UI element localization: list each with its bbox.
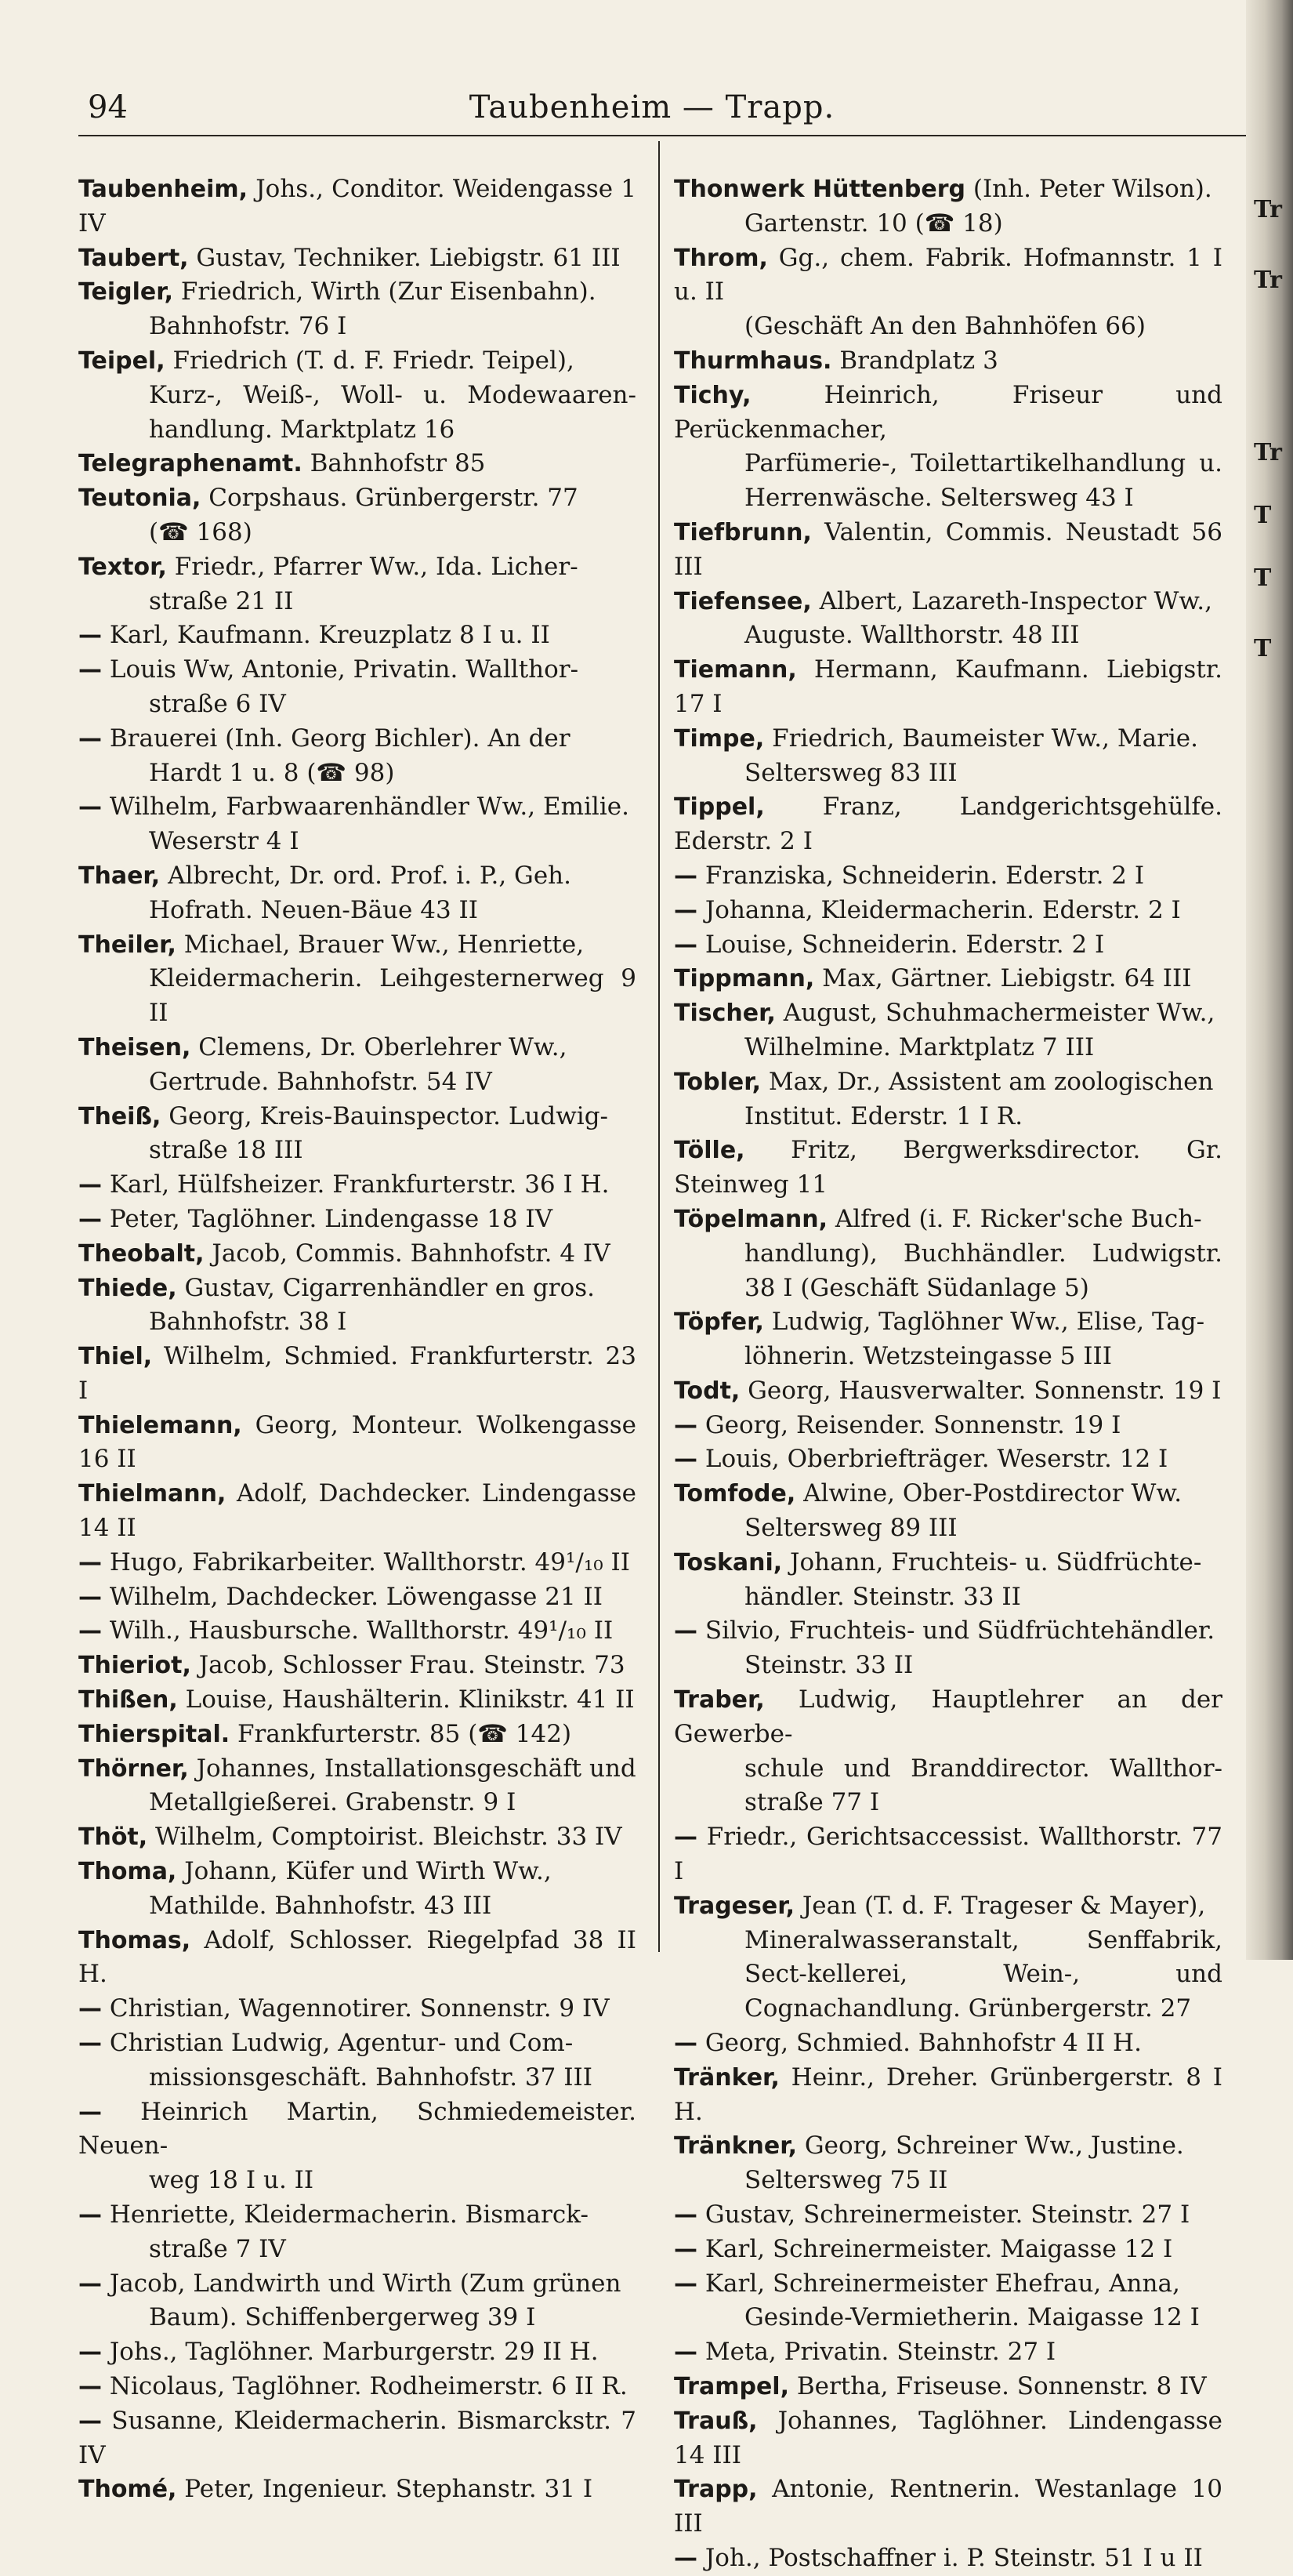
entry-surname: — [674,931,697,959]
entry-continuation: Institut. Ederstr. 1 I R. [744,1101,1023,1130]
entry-surname: Thielemann, [78,1411,242,1439]
directory-entry [674,2404,1222,2473]
entry-continuation: Auguste. Wallthorstr. 48 III [744,621,1080,650]
directory-entry [674,1546,1222,1615]
entry-details: Joh., Postschaffner i. P. Steinstr. 51 I u II [704,2543,1203,2572]
entry-details: Bahnhofstr 85 [310,449,486,478]
directory-entry [674,653,1222,722]
entry-details: Georg, Schmied. Bahnhofstr 4 II H. [704,2029,1142,2058]
entry-surname: Thomé, [78,2476,177,2504]
entry-surname: — [674,2269,697,2298]
entry-surname: Theisen, [78,1033,191,1061]
entry-surname: Thaer, [78,862,161,890]
entry-surname: — [78,1583,102,1611]
entry-surname: Teigler, [78,278,173,307]
directory-entry [78,1168,636,1203]
entry-details: Wilhelm, Dachdecker. Löwengasse 21 II [109,1582,603,1611]
entry-details: Hermann, Kaufmann. Liebigstr. 17 I [674,655,1222,718]
directory-entry [674,928,1222,963]
entry-surname: Teipel, [78,346,165,375]
entry-continuation: Kleidermacherin. Leihgesternerweg 9 II [149,964,636,1028]
directory-entry [674,1065,1222,1134]
entry-details: Gustav, Schreinermeister. Steinstr. 27 I [704,2200,1190,2230]
entry-continuation: straße 7 IV [149,2234,286,2263]
entry-surname: Todt, [674,1377,741,1405]
directory-entry [78,550,636,619]
entry-details: Alwine, Ober-Postdirector Ww. [803,1479,1183,1508]
directory-entry [78,1683,636,1718]
entry-details: Franziska, Schneiderin. Ederstr. 2 I [704,861,1145,890]
entry-continuation: Mineralwasseranstalt, Senffabrik, Sect-kellerei, Wein-, und Cognachandlung. Grünbergerstr. 27 [744,1925,1222,2023]
directory-entry [78,859,636,928]
entry-details: Friedr., Pfarrer Ww., Ida. Licher- [174,552,578,581]
entry-surname: Traber, [674,1686,765,1714]
entry-surname: Töpfer, [674,1308,764,1337]
directory-entry [78,1580,636,1615]
entry-continuation: Gesinde-Vermietherin. Maigasse 12 I [744,2303,1200,2332]
entry-details: Gg., chem. Fabrik. Hofmannstr. 1 I u. II [674,243,1222,307]
entry-details: Susanne, Kleidermacherin. Bismarckstr. 7 IV [78,2406,636,2469]
entry-details: Clemens, Dr. Oberlehrer Ww., [198,1032,567,1061]
entry-surname: Textor, [78,553,167,581]
directory-entry [78,2095,636,2198]
entry-continuation: händler. Steinstr. 33 II [744,1582,1021,1611]
entry-surname: Thielmann, [78,1480,226,1508]
entry-details: Christian, Wagennotirer. Sonnenstr. 9 IV [109,1994,610,2023]
entry-details: Jean (T. d. F. Trageser & Mayer), [802,1891,1206,1920]
entry-surname: — [78,1617,102,1645]
directory-entry [78,447,636,481]
entry-surname: — [78,2098,102,2126]
entry-details: Brandplatz 3 [839,346,998,375]
entry-continuation: Gartenstr. 10 (☎ 18) [744,209,1003,238]
entry-details: Ludwig, Taglöhner Ww., Elise, Tag- [771,1308,1205,1337]
entry-surname: Taubenheim, [78,176,248,203]
entry-continuation: Hofrath. Neuen-Bäue 43 II [149,895,479,924]
directory-entry [78,241,636,276]
entry-continuation: schule und Branddirector. Wallthor-straße 77 I [744,1754,1222,1817]
entry-details: Friedrich (T. d. F. Friedr. Teipel), [172,346,574,375]
entry-details: Georg, Schreiner Ww., Justine. [804,2132,1184,2161]
directory-entry [674,962,1222,996]
directory-entry [78,1031,636,1100]
entry-surname: — [78,724,102,753]
entry-details: Karl, Hülfsheizer. Frankfurterstr. 36 I H. [109,1170,610,1199]
entry-surname: — [78,2373,102,2400]
entry-continuation: straße 21 II [149,586,294,615]
directory-entry [674,2335,1222,2370]
directory-entry [674,2129,1222,2198]
entry-surname: Theobalt, [78,1239,205,1268]
entry-continuation: Seltersweg 83 III [744,758,958,787]
entry-details: Hugo, Fabrikarbeiter. Wallthorstr. 49¹/₁₀ II [109,1547,631,1576]
entry-details: Johs., Taglöhner. Marburgerstr. 29 II H. [109,2338,599,2367]
entry-details: (Inh. Peter Wilson). [972,175,1212,203]
entry-details: Louis, Oberbriefträger. Weserstr. 12 I [704,1445,1168,1474]
entry-details: Louise, Schneiderin. Ederstr. 2 I [704,930,1105,959]
entry-details: Johannes, Installationsgeschäft und [196,1754,636,1783]
entry-surname: — [674,2030,697,2058]
entry-surname: — [78,2338,102,2367]
entry-continuation: Gertrude. Bahnhofstr. 54 IV [149,1067,492,1096]
entry-details: Max, Dr., Assistent am zoologischen [768,1067,1214,1096]
entry-continuation: (Geschäft An den Bahnhöfen 66) [744,312,1146,341]
entry-surname: — [674,2544,697,2572]
entry-surname: Tölle, [674,1137,745,1165]
entry-details: Peter, Ingenieur. Stephanstr. 31 I [184,2475,593,2504]
entry-continuation: missionsgeschäft. Bahnhofstr. 37 III [149,2063,592,2092]
entry-continuation: Bahnhofstr. 38 I [149,1308,347,1337]
entry-surname: Tränker, [674,2063,780,2092]
entry-surname: — [78,2030,102,2058]
entry-surname: Töpelmann, [674,1205,828,1233]
entry-continuation: Mathilde. Bahnhofstr. 43 III [149,1891,492,1920]
entry-surname: Tichy, [674,381,752,409]
entry-details: Antonie, Rentnerin. Westanlage 10 III [674,2475,1222,2538]
directory-entry [78,1477,636,1546]
entry-surname: Tränkner, [674,2132,798,2161]
entry-details: Johs., Conditor. Weidengasse 1 IV [78,175,636,238]
entry-surname: Thieriot, [78,1652,191,1680]
entry-surname: — [674,1411,697,1439]
directory-entry [78,2473,636,2507]
left-column [78,172,636,2507]
running-head: Taubenheim — Trapp. [469,89,835,125]
entry-surname: — [78,1995,102,2023]
directory-entry [78,1614,636,1649]
entry-surname: — [674,2201,697,2230]
entry-details: Jacob, Commis. Bahnhofstr. 4 IV [212,1239,610,1268]
entry-continuation: Steinstr. 33 II [744,1651,914,1680]
directory-entry [78,1237,636,1272]
directory-entry [674,1820,1222,1889]
entry-surname: — [78,793,102,822]
adjacent-page-edge [1246,0,1293,1960]
entry-details: Meta, Privatin. Steinstr. 27 I [704,2338,1056,2367]
directory-entry [78,275,636,344]
entry-details: Heinrich Martin, Schmiedemeister. Neuen- [78,2097,636,2161]
edge-fragment: Tr [1254,439,1282,466]
directory-entry [78,2404,636,2473]
entry-details: Georg, Reisender. Sonnenstr. 19 I [704,1410,1121,1439]
directory-entry [78,2370,636,2404]
directory-entry [674,2233,1222,2267]
entry-details: Georg, Monteur. Wolkengasse 16 II [78,1410,636,1474]
entry-details: Valentin, Commis. Neustadt 56 III [674,517,1222,581]
entry-details: Bertha, Friseuse. Sonnenstr. 8 IV [796,2372,1207,2400]
entry-details: Friedr., Gerichtsaccessist. Wallthorstr. 77 I [674,1823,1222,1886]
entry-details: Jacob, Schlosser Frau. Steinstr. 73 [198,1651,625,1680]
entry-surname: Thonwerk Hüttenberg [674,176,965,203]
entry-details: Wilhelm, Farbwaarenhändler Ww., Emilie. [109,793,629,822]
entry-details: Henriette, Kleidermacherin. Bismarck- [109,2200,589,2230]
directory-entry [78,1718,636,1752]
entry-surname: — [78,2407,102,2435]
entry-details: Friedrich, Baumeister Ww., Marie. [772,724,1199,753]
entry-details: Christian Ludwig, Agentur- und Com- [109,2029,574,2058]
entry-surname: Thomas, [78,1926,191,1954]
entry-surname: Tobler, [674,1068,761,1096]
entry-continuation: weg 18 I u. II [149,2166,314,2195]
directory-entry [674,1477,1222,1546]
entry-surname: Thiel, [78,1343,153,1371]
directory-entry [78,928,636,1031]
directory-entry [674,1203,1222,1305]
entry-surname: — [674,2235,697,2263]
directory-entry [674,379,1222,516]
directory-entry [78,619,636,653]
entry-surname: Trageser, [674,1892,795,1920]
directory-entry [674,172,1222,241]
entry-surname: Tippel, [674,793,765,822]
directory-entry [674,1889,1222,2026]
directory-entry [78,1100,636,1169]
directory-entry [674,516,1222,585]
directory-entry [674,859,1222,894]
directory-entry [78,1992,636,2026]
entry-surname: Trapp, [674,2476,758,2504]
entry-surname: Taubert, [78,244,189,272]
entry-continuation: löhnerin. Wetzsteingasse 5 III [744,1342,1112,1371]
entry-details: Karl, Schreinermeister Ehefrau, Anna, [704,2269,1180,2298]
entry-surname: Theiler, [78,931,176,959]
directory-entry [78,344,636,447]
entry-continuation: Hardt 1 u. 8 (☎ 98) [149,758,395,787]
entry-details: Alfred (i. F. Ricker'sche Buch- [835,1204,1202,1233]
entry-surname: Throm, [674,244,768,272]
entry-details: Louis Ww, Antonie, Privatin. Wallthor- [109,655,579,684]
directory-entry [674,790,1222,859]
entry-surname: Tiefensee, [674,587,812,615]
entry-surname: — [78,656,102,684]
entry-details: Franz, Landgerichtsgehülfe. Ederstr. 2 I [674,793,1222,856]
entry-continuation: handlung), Buchhändler. Ludwigstr. 38 I (Geschäft Südanlage 5) [744,1239,1222,1302]
directory-entry [78,1924,636,1993]
directory-entry [674,2542,1222,2576]
entry-details: Frankfurterstr. 85 (☎ 142) [237,1719,572,1748]
entry-details: Friedrich, Wirth (Zur Eisenbahn). [180,278,596,307]
directory-entry [78,1203,636,1237]
entry-details: Louise, Haushälterin. Klinikstr. 41 II [185,1685,635,1714]
directory-entry [674,344,1222,379]
entry-details: Adolf, Schlosser. Riegelpfad 38 II H. [78,1925,636,1989]
entry-surname: Toskani, [674,1548,783,1576]
entry-details: Jacob, Landwirth und Wirth (Zum grünen [109,2269,621,2298]
entry-surname: — [674,2338,697,2367]
entry-details: Ludwig, Hauptlehrer an der Gewerbe- [674,1685,1222,1748]
entry-details: Karl, Schreinermeister. Maigasse 12 I [704,2234,1173,2263]
header-rule [78,135,1246,136]
entry-details: Albert, Lazareth-Inspector Ww., [819,586,1212,615]
directory-entry [674,1442,1222,1477]
entry-surname: Telegraphenamt. [78,450,302,478]
entry-surname: Thierspital. [78,1720,230,1748]
directory-entry [78,1649,636,1683]
entry-details: Heinrich, Friseur und Perückenmacher, [674,380,1222,444]
entry-surname: — [674,896,697,924]
directory-entry [674,1683,1222,1820]
entry-surname: — [78,2269,102,2298]
edge-fragment: T [1254,502,1272,529]
entry-surname: — [674,862,697,890]
entry-surname: — [674,1446,697,1474]
entry-continuation: Baum). Schiffenbergerweg 39 I [149,2303,536,2332]
entry-continuation: Parfümerie-, Toilettartikelhandlung u. Herrenwäsche. Seltersweg 43 I [744,449,1222,513]
entry-surname: Thoma, [78,1858,177,1886]
directory-entry [78,1546,636,1580]
directory-entry [674,2267,1222,2336]
entry-details: Nicolaus, Taglöhner. Rodheimerstr. 6 II R. [109,2372,628,2400]
entry-surname: — [674,1823,697,1852]
entry-details: August, Schuhmachermeister Ww., [783,999,1215,1028]
entry-surname: — [674,1617,697,1645]
entry-surname: Tischer, [674,1000,776,1028]
entry-continuation: Kurz-, Weiß-, Woll- u. Modewaaren-handlung. Marktplatz 16 [149,380,636,444]
entry-surname: Thörner, [78,1754,189,1783]
edge-fragment: Tr [1254,267,1282,294]
entry-details: Wilhelm, Comptoirist. Bleichstr. 33 IV [155,1823,622,1852]
entry-details: Heinr., Dreher. Grünbergerstr. 8 I H. [674,2063,1222,2126]
edge-fragment: T [1254,635,1272,662]
entry-details: Max, Gärtner. Liebigstr. 64 III [822,964,1192,993]
directory-entry [78,1820,636,1855]
directory-entry [78,172,636,241]
entry-continuation: Seltersweg 75 II [744,2166,948,2195]
directory-entry [674,2473,1222,2542]
entry-surname: — [78,1171,102,1199]
directory-entry [674,722,1222,791]
entry-surname: Thurmhaus. [674,346,832,375]
entry-continuation: straße 18 III [149,1136,303,1165]
right-column [674,172,1222,2576]
entry-continuation: straße 6 IV [149,689,286,718]
entry-surname: Timpe, [674,724,765,753]
entry-details: Gustav, Cigarrenhändler en gros. [184,1273,596,1302]
entry-details: Peter, Taglöhner. Lindengasse 18 IV [109,1204,553,1233]
entry-surname: Thöt, [78,1823,148,1852]
directory-entry [674,1409,1222,1443]
entry-surname: Thißen, [78,1686,178,1714]
entry-details: Albrecht, Dr. ord. Prof. i. P., Geh. [168,861,571,890]
entry-surname: Teutonia, [78,484,201,513]
edge-fragment: Tr [1254,196,1282,223]
entry-details: Georg, Hausverwalter. Sonnenstr. 19 I [748,1376,1222,1405]
directory-entry [78,1752,636,1821]
entry-surname: — [78,1205,102,1233]
entry-surname: Trauß, [674,2407,758,2435]
directory-entry [674,585,1222,654]
directory-entry [78,722,636,791]
directory-entry [674,1134,1222,1203]
directory-entry [78,2198,636,2267]
page-number: 94 [88,89,128,125]
entry-details: Michael, Brauer Ww., Henriette, [183,930,585,959]
entry-details: Brauerei (Inh. Georg Bichler). An der [109,724,570,753]
entry-surname: Tippmann, [674,965,815,993]
entry-details: Johann, Fruchteis- u. Südfrüchte- [790,1547,1202,1576]
entry-continuation: Wilhelmine. Marktplatz 7 III [744,1032,1095,1061]
directory-entry [78,1340,636,1409]
directory-entry [674,1305,1222,1374]
column-divider [658,141,660,1952]
entry-surname: Trampel, [674,2373,789,2400]
directory-entry [674,2061,1222,2130]
entry-continuation: Weserstr 4 I [149,827,299,856]
entry-details: Karl, Kaufmann. Kreuzplatz 8 I u. II [109,621,550,650]
directory-entry [674,894,1222,928]
entry-continuation: (☎ 168) [149,517,252,546]
entry-details: Johannes, Taglöhner. Lindengasse 14 III [674,2406,1222,2469]
directory-entry [78,481,636,550]
page-header [88,86,1216,133]
entry-surname: Tiemann, [674,656,797,684]
entry-surname: Thiede, [78,1274,177,1302]
entry-surname: Tomfode, [674,1480,796,1508]
directory-entry [78,1409,636,1478]
directory-entry [674,2198,1222,2233]
entry-surname: — [78,2201,102,2230]
directory-entry [78,2267,636,2336]
entry-details: Wilh., Hausbursche. Wallthorstr. 49¹/₁₀ II [109,1616,614,1645]
entry-surname: Tiefbrunn, [674,518,812,546]
entry-details: Corpshaus. Grünbergerstr. 77 [208,484,578,513]
entry-continuation: Metallgießerei. Grabenstr. 9 I [149,1788,516,1817]
directory-entry [674,2370,1222,2404]
entry-details: Johanna, Kleidermacherin. Ederstr. 2 I [704,895,1181,924]
edge-fragment: T [1254,564,1272,592]
entry-details: Fritz, Bergwerksdirector. Gr. Steinweg 11 [674,1136,1222,1199]
directory-entry [674,1374,1222,1409]
entry-details: Gustav, Techniker. Liebigstr. 61 III [196,243,621,272]
entry-surname: — [78,622,102,650]
directory-entry [78,653,636,722]
directory-entry [78,1855,636,1924]
entry-details: Adolf, Dachdecker. Lindengasse 14 II [78,1479,636,1543]
entry-details: Wilhelm, Schmied. Frankfurterstr. 23 I [78,1342,636,1405]
directory-entry [674,1614,1222,1683]
directory-entry [78,1272,636,1341]
entry-continuation: Seltersweg 89 III [744,1514,958,1543]
directory-entry [674,996,1222,1065]
entry-details: Georg, Kreis-Bauinspector. Ludwig- [168,1101,609,1130]
entry-continuation: Bahnhofstr. 76 I [149,312,347,341]
entry-details: Silvio, Fruchteis- und Südfrüchtehändler. [704,1616,1215,1645]
entry-details: Johann, Küfer und Wirth Ww., [184,1857,552,1886]
entry-surname: Theiß, [78,1102,161,1130]
directory-entry [674,2026,1222,2061]
entry-surname: — [78,1548,102,1576]
directory-entry [78,2026,636,2095]
directory-entry [78,2335,636,2370]
directory-entry [78,790,636,859]
directory-entry [674,241,1222,344]
